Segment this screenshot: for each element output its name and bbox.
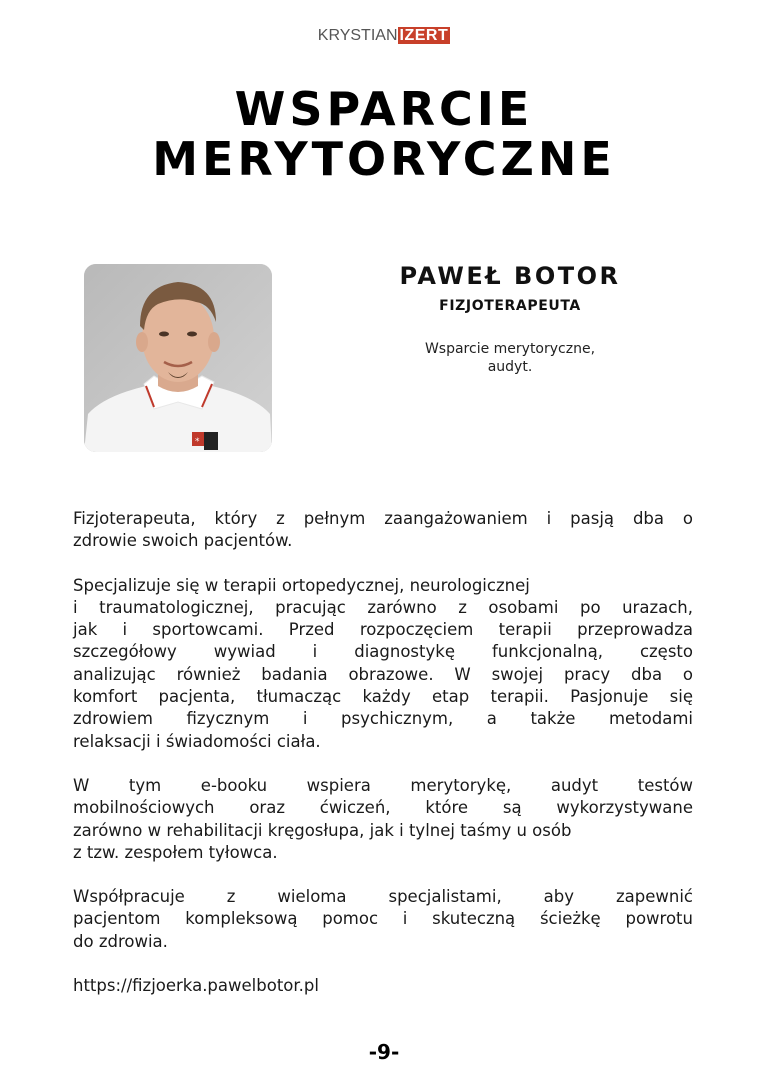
bio-link-paragraph bbox=[73, 975, 693, 997]
person-role: FIZJOTERAPEUTA bbox=[439, 298, 581, 314]
bio-line: zdrowie swoich pacjentów. bbox=[73, 531, 293, 551]
bio-line: analizując również badania obrazowe. W swojej pracy dba o bbox=[73, 664, 693, 684]
bio-paragraph-4 bbox=[73, 886, 693, 953]
page-number: -9- bbox=[368, 1040, 400, 1064]
person-description bbox=[340, 340, 680, 376]
bio-paragraph-3 bbox=[73, 775, 693, 864]
page-title-line2: MERYTORYCZNE bbox=[152, 132, 616, 186]
person-description-line1: Wsparcie merytoryczne, bbox=[424, 341, 596, 357]
logo-text-izert: IZERT bbox=[399, 27, 449, 44]
logo-text-krystian: KRYSTIAN bbox=[317, 27, 398, 44]
website-link[interactable]: https://fizjoerka.pawelbotor.pl bbox=[73, 976, 319, 996]
person-name: PAWEŁ BOTOR bbox=[399, 262, 621, 290]
bio-line: i traumatologicznej, pracując zarówno z osobami po urazach, bbox=[73, 597, 693, 617]
bio-paragraph-2 bbox=[73, 575, 693, 753]
page-title-line1: WSPARCIE bbox=[234, 82, 534, 136]
person-description-line2: audyt. bbox=[487, 359, 533, 375]
bio-line: do zdrowia. bbox=[73, 931, 168, 951]
bio-paragraph-1 bbox=[73, 508, 693, 553]
portrait-image bbox=[84, 264, 272, 452]
bio-text bbox=[73, 508, 693, 1019]
bio-line: zdrowiem fizycznym i psychicznym, a także metodami bbox=[73, 709, 693, 729]
bio-line: komfort pacjenta, tłumacząc każdy etap terapii. Pasjonuje się bbox=[73, 687, 693, 707]
bio-line: zarówno w rehabilitacji kręgosłupa, jak i tylnej taśmy u osób bbox=[73, 820, 572, 840]
bio-line: z tzw. zespołem tyłowca. bbox=[73, 842, 278, 862]
profile-photo bbox=[84, 264, 272, 452]
bio-line: Współpracuje z wieloma specjalistami, aby zapewnić bbox=[73, 887, 693, 907]
bio-line: Fizjoterapeuta, który z pełnym zaangażowaniem i pasją dba o bbox=[73, 509, 693, 528]
bio-line: W tym e-booku wspiera merytorykę, audyt testów bbox=[73, 775, 693, 795]
bio-line: szczegółowy wywiad i diagnostykę funkcjonalną, często bbox=[73, 642, 693, 662]
bio-line: mobilnościowych oraz ćwiczeń, które są wykorzystywane bbox=[73, 798, 693, 818]
bio-line: pacjentom kompleksową pomoc i skuteczną ścieżkę powrotu bbox=[73, 909, 693, 929]
bio-line: jak i sportowcami. Przed rozpoczęciem terapii przeprowadza bbox=[73, 620, 693, 640]
bio-line: relaksacji i świadomości ciała. bbox=[73, 731, 321, 751]
page-title bbox=[0, 84, 768, 184]
svg-text:*: * bbox=[195, 437, 200, 447]
bio-line: Specjalizuje się w terapii ortopedycznej, neurologicznej bbox=[73, 575, 530, 595]
brand-logo bbox=[0, 26, 768, 46]
